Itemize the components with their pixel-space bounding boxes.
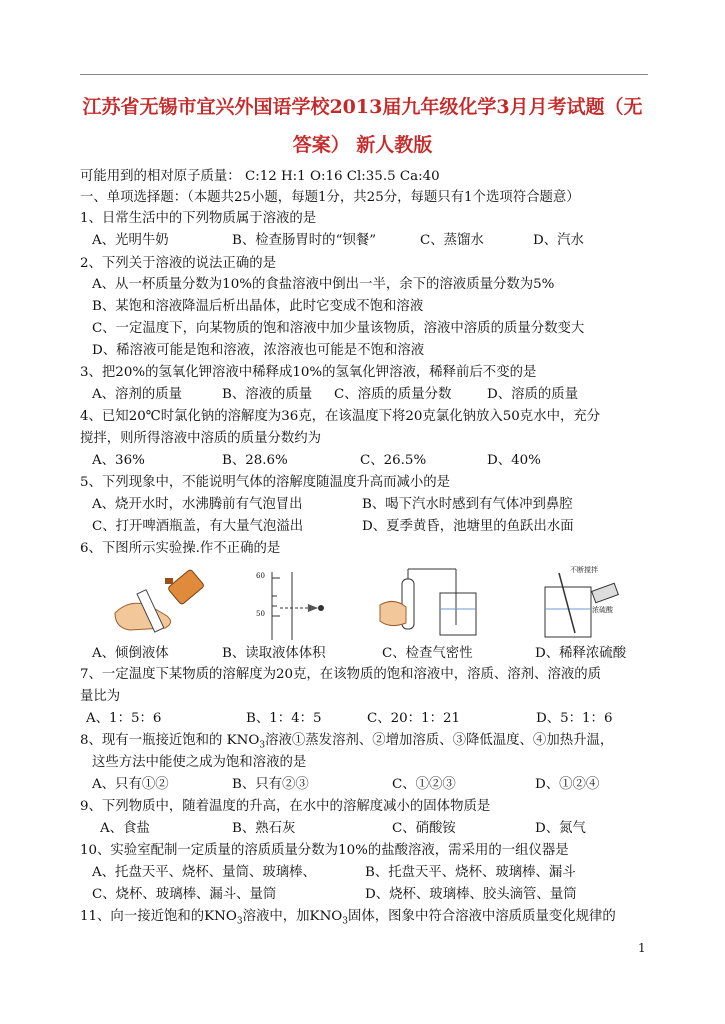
q6-option-c: C、检查气密性 (382, 646, 473, 661)
q10-stem: 10、实验室配制一定质量的溶质质量分数为10%的盐酸溶液，需采用的一组仪器是 (80, 843, 569, 858)
scale-tick-60: 60 (256, 572, 265, 580)
q4-option-d: D、40% (487, 453, 541, 468)
q8-option-b: B、只有②③ (232, 777, 309, 792)
header-rule (80, 74, 648, 75)
q5-option-c: C、打开啤酒瓶盖，有大量气泡溢出 (92, 519, 304, 534)
intro-line: 可能用到的相对原子质量： C:12 H:1 O:16 Cl:35.5 Ca:40 (80, 169, 440, 184)
q6-option-b: B、读取液体体积 (222, 646, 326, 661)
q3-option-d: D、溶质的质量 (487, 387, 579, 402)
q7-option-c: C、20：1：21 (367, 711, 461, 726)
q7-option-a: A、1：5：6 (86, 711, 162, 726)
pouring-liquid-figure (105, 568, 215, 638)
q8-option-d: D、①②④ (535, 777, 600, 792)
dilute-acid-figure (535, 565, 625, 643)
q11-stem (80, 908, 616, 931)
q11-sub1: 3 (236, 916, 243, 927)
q2-option-b: B、某饱和溶液降温后析出晶体，此时它变成不饱和溶液 (92, 299, 424, 314)
section-heading: 一、单项选择题：（本题共25小题，每题1分，共25分，每题只有1个选项符合题意） (80, 190, 580, 205)
q3-option-b: B、溶液的质量 (222, 387, 313, 402)
q7-option-d: D、5：1：6 (536, 711, 613, 726)
q11-sub2: 3 (342, 916, 348, 927)
q1-option-d: D、汽水 (533, 233, 584, 248)
q9-option-d: D、氮气 (535, 821, 586, 836)
q6-option-d: D、稀释浓硫酸 (535, 646, 627, 661)
q10-option-d: D、烧杯、玻璃棒、胶头滴管、量筒 (365, 887, 577, 902)
page-number: 1 (638, 941, 646, 955)
q2-option-c: C、一定温度下，向某物质的饱和溶液中加少量该物质，溶液中溶质的质量分数变大 (92, 321, 585, 336)
q8-stem-part1: 8、现有一瓶接近饱和的 KNO (80, 733, 260, 748)
q9-option-a: A、食盐 (100, 821, 150, 836)
q10-option-a: A、托盘天平、烧杯、量筒、玻璃棒、 (92, 865, 316, 880)
q8-stem-line1 (80, 732, 613, 755)
q4-stem-line1: 4、已知20℃时氯化钠的溶解度为36克，在该温度下将20克氯化钠放入50克水中，充分 (80, 409, 601, 424)
scale-tick-50: 50 (256, 610, 265, 618)
q1-stem: 1、日常生活中的下列物质属于溶液的是 (80, 211, 317, 226)
q2-option-d: D、稀溶液可能是饱和溶液，浓溶液也可能是不饱和溶液 (92, 343, 425, 358)
q8-option-c: C、①②③ (392, 777, 456, 792)
q9-option-b: B、熟石灰 (232, 821, 296, 836)
q5-stem: 5、下列现象中，不能说明气体的溶解度随温度升高而减小的是 (80, 475, 451, 490)
q8-subscript: 3 (259, 740, 266, 751)
q4-option-b: B、28.6% (222, 453, 288, 468)
q2-stem: 2、下列关于溶液的说法正确的是 (80, 256, 276, 271)
q11-part2: 溶液中，加KNO (242, 909, 343, 924)
q5-option-d: D、夏季黄昏，池塘里的鱼跃出水面 (362, 519, 574, 534)
q3-option-a: A、溶剂的质量 (92, 387, 183, 402)
stir-label: 不断搅拌 (570, 566, 598, 574)
q8-option-a: A、只有①② (92, 777, 169, 792)
q7-stem-line2: 量比为 (80, 689, 121, 704)
q7-option-b: B、1：4：5 (246, 711, 322, 726)
q11-part3: 固体，图象中符合溶液中溶质质量变化规律的 (348, 909, 616, 924)
q3-option-c: C、溶质的质量分数 (334, 387, 452, 402)
q9-option-c: C、硝酸铵 (392, 821, 456, 836)
q3-stem: 3、把20%的氢氧化钾溶液中稀释成10%的氢氧化钾溶液，稀释前后不变的是 (80, 365, 537, 380)
q8-stem-line2: 这些方法中能使之成为饱和溶液的是 (92, 755, 307, 770)
airtightness-figure (376, 565, 486, 643)
q10-option-c: C、烧杯、玻璃棒、漏斗、量筒 (92, 887, 277, 902)
q1-option-c: C、蒸馏水 (420, 233, 484, 248)
q7-stem-line1: 7、一定温度下某物质的溶解度为20克，在该物质的饱和溶液中，溶质、溶剂、溶液的质 (80, 667, 602, 682)
q5-option-a: A、烧开水时，水沸腾前有气泡冒出 (92, 497, 303, 512)
q11-part1: 11、向一接近饱和的KNO (80, 909, 237, 924)
q4-option-c: C、26.5% (360, 453, 427, 468)
q5-option-b: B、喝下汽水时感到有气体冲到鼻腔 (362, 497, 573, 512)
q6-stem: 6、下图所示实验操.作不正确的是 (80, 541, 281, 556)
q10-option-b: B、托盘天平、烧杯、玻璃棒、漏斗 (365, 865, 576, 880)
q1-option-b: B、检查肠胃时的“钡餐” (232, 233, 377, 248)
q2-option-a: A、从一杯质量分数为10%的食盐溶液中倒出一半，余下的溶液质量分数为5% (92, 277, 555, 292)
q8-stem-part2: 溶液①蒸发溶剂、②增加溶质、③降低温度、④加热升温， (265, 733, 614, 748)
q4-option-a: A、36% (92, 453, 145, 468)
doc-title-line1: 江苏省无锡市宜兴外国语学校2013届九年级化学3月月考试题（无 (82, 96, 643, 118)
doc-title-line2: 答案） 新人教版 (292, 134, 433, 156)
q6-option-a: A、倾倒液体 (92, 646, 169, 661)
q4-stem-line2: 搅拌，则所得溶液中溶质的质量分数约为 (80, 431, 322, 446)
acid-label: 浓硫酸 (592, 606, 613, 614)
q9-stem: 9、下列物质中，随着温度的升高，在水中的溶解度减小的固体物质是 (80, 799, 491, 814)
q1-option-a: A、光明牛奶 (92, 233, 169, 248)
